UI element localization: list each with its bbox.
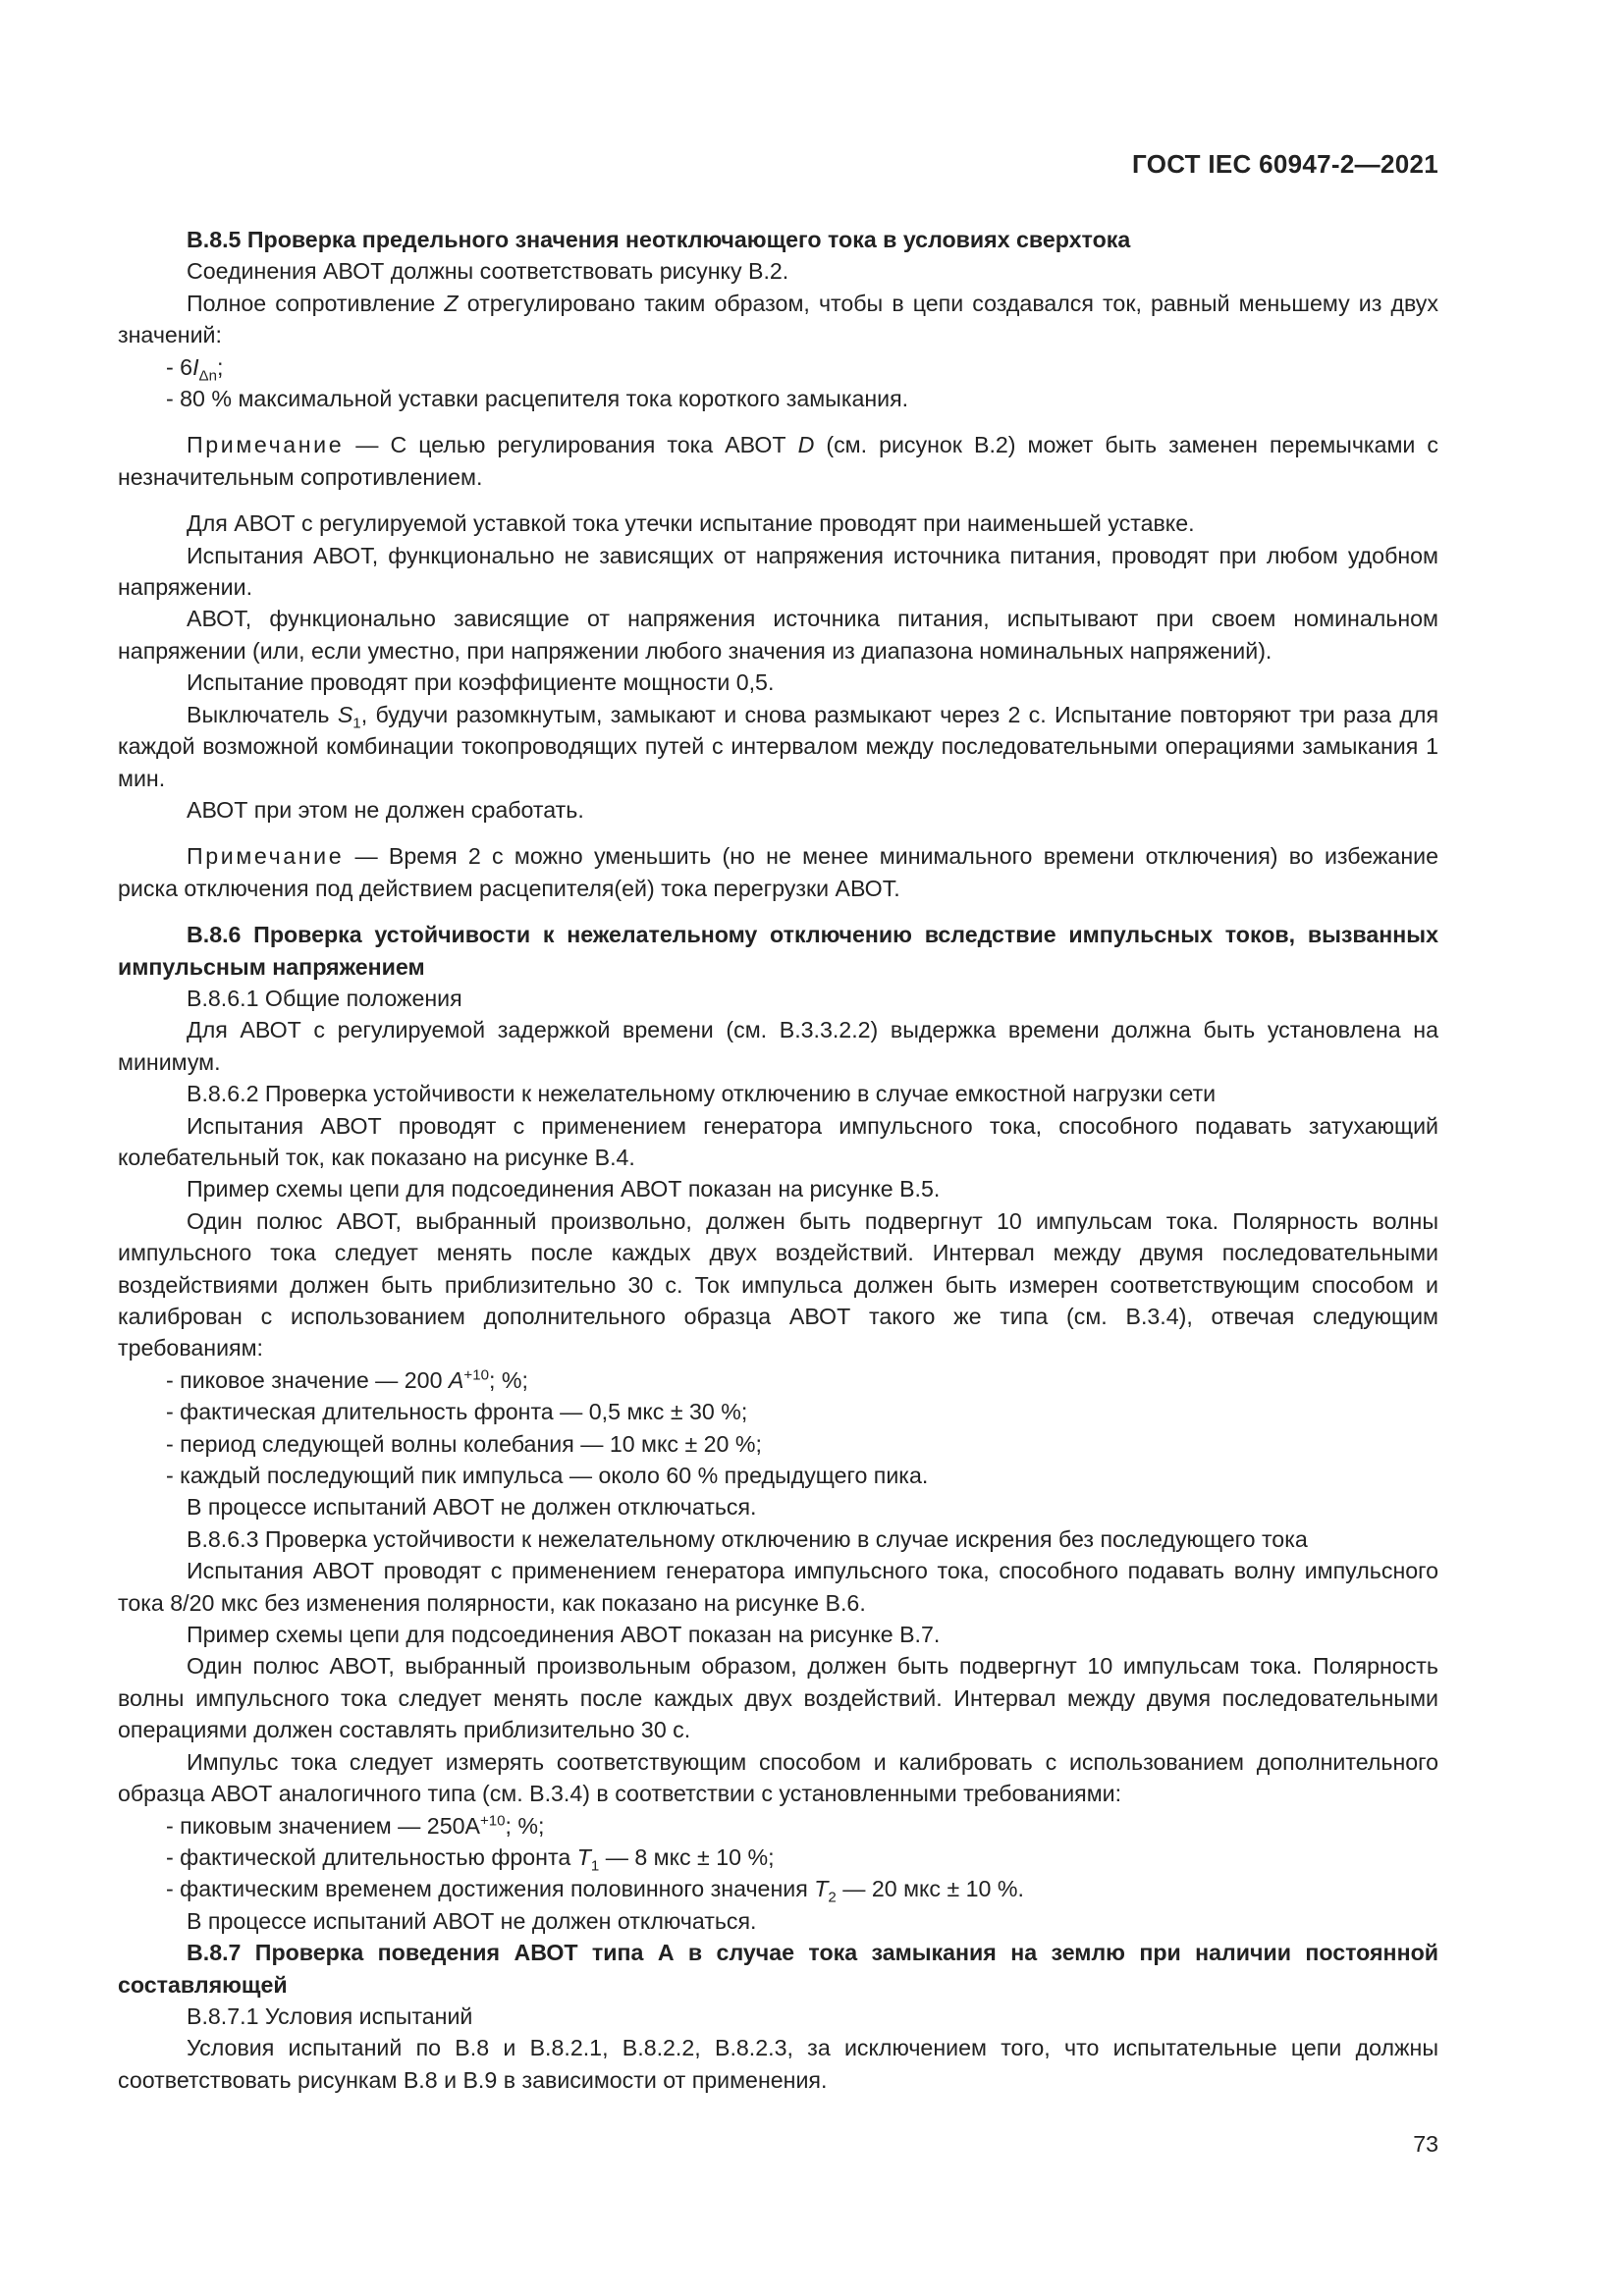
subsection-heading: B.8.6.1 Общие положения [187, 985, 462, 1011]
paragraph: В процессе испытаний АВОТ не должен отключаться. [187, 1907, 757, 1934]
note: Примечание — Время 2 с можно уменьшить (но не менее минимального времени отключения) во избежание риска отключения под действием расцепителя(ей) тока перегрузки АВОТ. [118, 843, 1438, 901]
note-label: Примечание [187, 432, 345, 458]
document-page [118, 0, 1438, 2296]
subsection-heading: B.8.6.3 Проверка устойчивости к нежелательному отключению в случае искрения без последующего тока [187, 1525, 1308, 1552]
paragraph: АВОТ, функционально зависящие от напряжения источника питания, испытывают при своем номинальном напряжении (или, если уместно, при напряжении любого значения из диапазона номинальных напряжений). [118, 606, 1438, 664]
subsection-heading: B.8.7.1 Условия испытаний [187, 2002, 473, 2029]
section-heading-b886: B.8.6 Проверка устойчивости к нежелательному отключению вследствие импульсных токов, вызванных импульсным напряжением [118, 922, 1438, 980]
paragraph: Выключатель $S_1$, будучи разомкнутым, замыкают и снова размыкают через 2 с. Испытание повторяют три раза для каждой возможной комбинации токопроводящих путей с интервалом между последовательными операциями замыкания 1 мин. [118, 701, 1438, 791]
subsection-heading: B.8.6.2 Проверка устойчивости к нежелательному отключению в случае емкостной нагрузки сети [187, 1081, 1217, 1107]
list-item: - пиковое значение — 200 $A^{+10}$; %; [166, 1366, 528, 1393]
paragraph: Один полюс АВОТ, выбранный произвольным образом, должен быть подвергнут 10 импульсам тока. Полярность волны импульсного тока следует менять после каждых двух воздействий. Интервал между двумя последовательными операциями должен составлять приблизительно 30 с. [118, 1653, 1438, 1743]
paragraph: Для АВОТ с регулируемой задержкой времени (см. В.3.3.2.2) выдержка времени должна быть установлена на минимум. [118, 1017, 1438, 1075]
paragraph: В процессе испытаний АВОТ не должен отключаться. [187, 1494, 757, 1521]
paragraph: Полное сопротивление Z отрегулировано таким образом, чтобы в цепи создавался ток, равный меньшему из двух значений: [118, 290, 1438, 348]
paragraph: Испытания АВОТ, функционально не зависящих от напряжения источника питания, проводят при любом удобном напряжении. [118, 542, 1438, 601]
section-heading-b887: B.8.7 Проверка поведения АВОТ типа А в случае тока замыкания на землю при наличии постоянной составляющей [118, 1940, 1438, 1998]
paragraph: Испытания АВОТ проводят с применением генератора импульсного тока, способного подавать затухающий колебательный ток, как показано на рисунке В.4. [118, 1112, 1438, 1170]
list-item: - фактической длительностью фронта $T_1$ — 8 мкс ± 10 %; [166, 1843, 775, 1875]
document-body [118, 224, 1438, 2096]
list-item: - фактическая длительность фронта — 0,5 мкс ± 30 %; [166, 1399, 748, 1425]
list-item: - $6I_{\Delta n}$; [166, 353, 224, 385]
paragraph: АВОТ при этом не должен сработать. [187, 796, 584, 823]
list-item: - фактическим временем достижения половинного значения $T_2$ — 20 мкс ± 10 %. [166, 1876, 1024, 1906]
note: Примечание — С целью регулирования тока АВОТ D (см. рисунок В.2) может быть заменен перемычками с незначительным сопротивлением. [118, 432, 1438, 490]
paragraph: Условия испытаний по В.8 и В.8.2.1, В.8.2.2, В.8.2.3, за исключением того, что испытательные цепи должны соответствовать рисункам В.8 и В.9 в зависимости от применения. [118, 2035, 1438, 2093]
page-number: 73 [1413, 2131, 1438, 2157]
paragraph: Испытание проводят при коэффициенте мощности 0,5. [187, 669, 775, 696]
paragraph: Один полюс АВОТ, выбранный произвольно, должен быть подвергнут 10 импульсам тока. Полярность волны импульсного тока следует менять после каждых двух воздействий. Интервал между двумя последовательными воздействиями должен быть приблизительно 30 с. Ток импульса должен быть измерен соответствующим способом и калиброван с использованием дополнительного образца АВОТ такого же типа (см. В.3.4), отвечая следующим требованиям: [118, 1207, 1438, 1362]
section-heading-b885: B.8.5 Проверка предельного значения неотключающего тока в условиях сверхтока [187, 227, 1131, 252]
paragraph: Для АВОТ с регулируемой уставкой тока утечки испытание проводят при наименьшей уставке. [187, 510, 1195, 537]
note-label: Примечание [187, 843, 345, 870]
list-item: - каждый последующий пик импульса — около 60 % предыдущего пика. [166, 1463, 929, 1489]
list-item: - пиковым значением — $250А^{+10}$; %; [166, 1811, 545, 1839]
document-header: ГОСТ IEC 60947-2—2021 [1132, 149, 1438, 179]
paragraph: Пример схемы цепи для подсоединения АВОТ показан на рисунке В.5. [187, 1176, 941, 1202]
paragraph: Пример схемы цепи для подсоединения АВОТ показан на рисунке В.7. [187, 1622, 941, 1648]
paragraph: Соединения АВОТ должны соответствовать рисунку В.2. [187, 258, 789, 285]
paragraph: Испытания АВОТ проводят с применением генератора импульсного тока, способного подавать волну импульсного тока 8/20 мкс без изменения полярности, как показано на рисунке В.6. [118, 1558, 1438, 1616]
list-item: - период следующей волны колебания — 10 мкс ± 20 %; [166, 1430, 762, 1457]
list-item: - 80 % максимальной уставки расцепителя тока короткого замыкания. [166, 386, 909, 412]
paragraph: Импульс тока следует измерять соответствующим способом и калибровать с использованием дополнительного образца АВОТ аналогичного типа (см. В.3.4) в соответствии с установленными требованиями: [118, 1748, 1438, 1807]
